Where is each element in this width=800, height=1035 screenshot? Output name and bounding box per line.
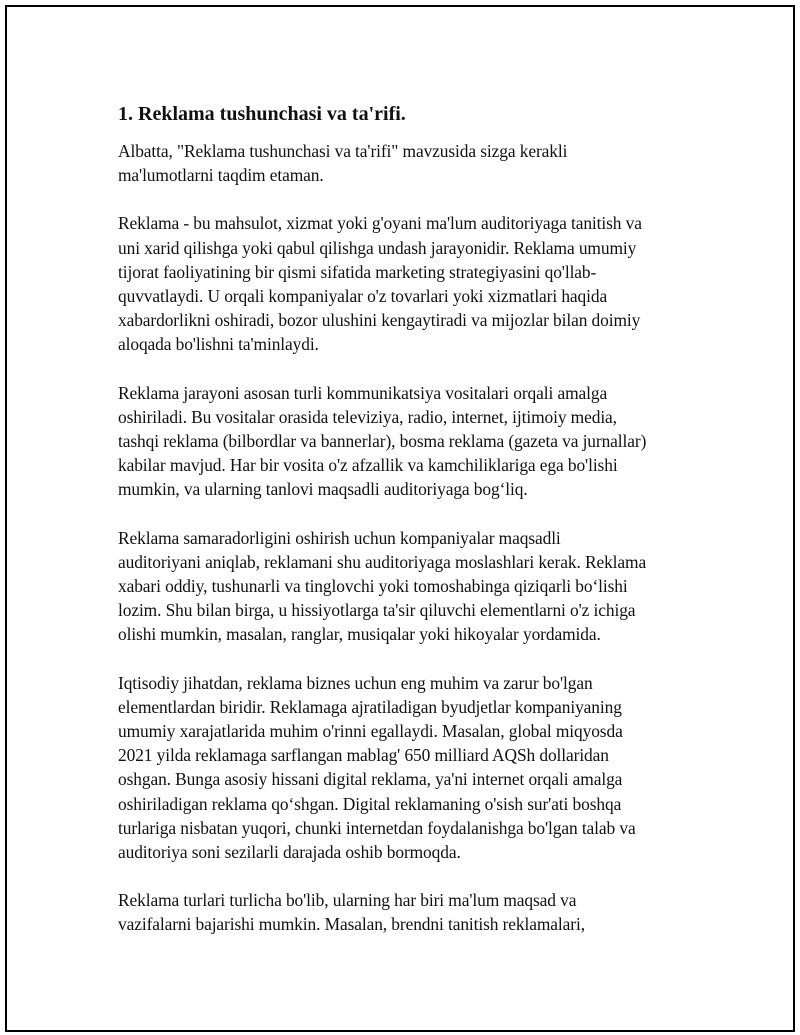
text-line: elementlardan biridir. Reklamaga ajratiladigan byudjetlar kompaniyaning xyxy=(118,696,622,717)
text-line: turlariga nisbatan yuqori, chunki internetdan foydalanishga bo'lgan talab va xyxy=(118,817,636,838)
text-line: uni xarid qilishga yoki qabul qilishga undash jarayonidir. Reklama umumiy xyxy=(118,237,637,258)
paragraph xyxy=(118,381,708,502)
text-line: aloqada bo'lishni ta'minlaydi. xyxy=(118,334,319,355)
text-line: tijorat faoliyatining bir qismi sifatida marketing strategiyasini qo'llab- xyxy=(118,261,597,282)
text-line: 2021 yilda reklamaga sarflangan mablag' 650 milliard AQSh dollaridan xyxy=(118,745,609,766)
text-line: vazifalarni bajarishi mumkin. Masalan, brendni tanitish reklamalari, xyxy=(118,914,585,935)
text-line: auditoriya soni sezilarli darajada oshib bormoqda. xyxy=(118,842,461,863)
text-line: Reklama - bu mahsulot, xizmat yoki g'oyani ma'lum auditoriyaga tanitish va xyxy=(118,213,642,234)
text-line: quvvatlaydi. U orqali kompaniyalar o'z tovarlari yoki xizmatlari haqida xyxy=(118,286,608,307)
paragraph xyxy=(118,139,708,187)
text-line: mumkin, va ularning tanlovi maqsadli auditoriyaga bog‘liq. xyxy=(118,479,528,500)
text-line: Reklama jarayoni asosan turli kommunikatsiya vositalari orqali amalga xyxy=(118,382,608,403)
text-line: Iqtisodiy jihatdan, reklama biznes uchun eng muhim va zarur bo'lgan xyxy=(118,672,593,693)
page-frame xyxy=(5,5,795,1032)
text-line: Albatta, "Reklama tushunchasi va ta'rifi" mavzusida sizga kerakli xyxy=(118,141,568,161)
text-line: Reklama samaradorligini oshirish uchun kompaniyalar maqsadli xyxy=(118,527,561,548)
text-line: tashqi reklama (bilbordlar va bannerlar), bosma reklama (gazeta va jurnallar) xyxy=(118,431,647,452)
text-line: Reklama turlari turlicha bo'lib, ularning har biri ma'lum maqsad va xyxy=(118,890,577,911)
text-line: xabari oddiy, tushunarli va tinglovchi yoki tomoshabinga qiziqarli bo‘lishi xyxy=(118,576,628,597)
text-line: ma'lumotlarni taqdim etaman. xyxy=(118,165,324,186)
paragraph xyxy=(118,211,708,356)
document-content xyxy=(118,101,708,961)
document-heading: 1. Reklama tushunchasi va ta'rifi. xyxy=(118,103,406,125)
paragraph-list xyxy=(118,139,708,937)
text-line: xabardorlikni oshiradi, bozor ulushini kengaytiradi va mijozlar bilan doimiy xyxy=(118,310,641,331)
text-line: oshiriladi. Bu vositalar orasida televiziya, radio, internet, ijtimoiy media, xyxy=(118,406,617,427)
text-line: kabilar mavjud. Har bir vosita o'z afzallik va kamchiliklariga ega bo'lishi xyxy=(118,455,618,476)
text-line: oshiriladigan reklama qo‘shgan. Digital reklamaning o'sish sur'ati boshqa xyxy=(118,793,622,814)
text-line: olishi mumkin, masalan, ranglar, musiqalar yoki hikoyalar yordamida. xyxy=(118,624,601,645)
paragraph xyxy=(118,671,708,865)
paragraph xyxy=(118,888,708,936)
text-line: auditoriyani aniqlab, reklamani shu auditoriyaga moslashlari kerak. Reklama xyxy=(118,551,647,572)
text-line: lozim. Shu bilan birga, u hissiyotlarga ta'sir qiluvchi elementlarni o'z ichiga xyxy=(118,600,636,621)
text-line: umumiy xarajatlarida muhim o'rinni egallaydi. Masalan, global miqyosda xyxy=(118,721,623,742)
text-line: oshgan. Bunga asosiy hissani digital reklama, ya'ni internet orqali amalga xyxy=(118,769,623,790)
paragraph xyxy=(118,526,708,647)
